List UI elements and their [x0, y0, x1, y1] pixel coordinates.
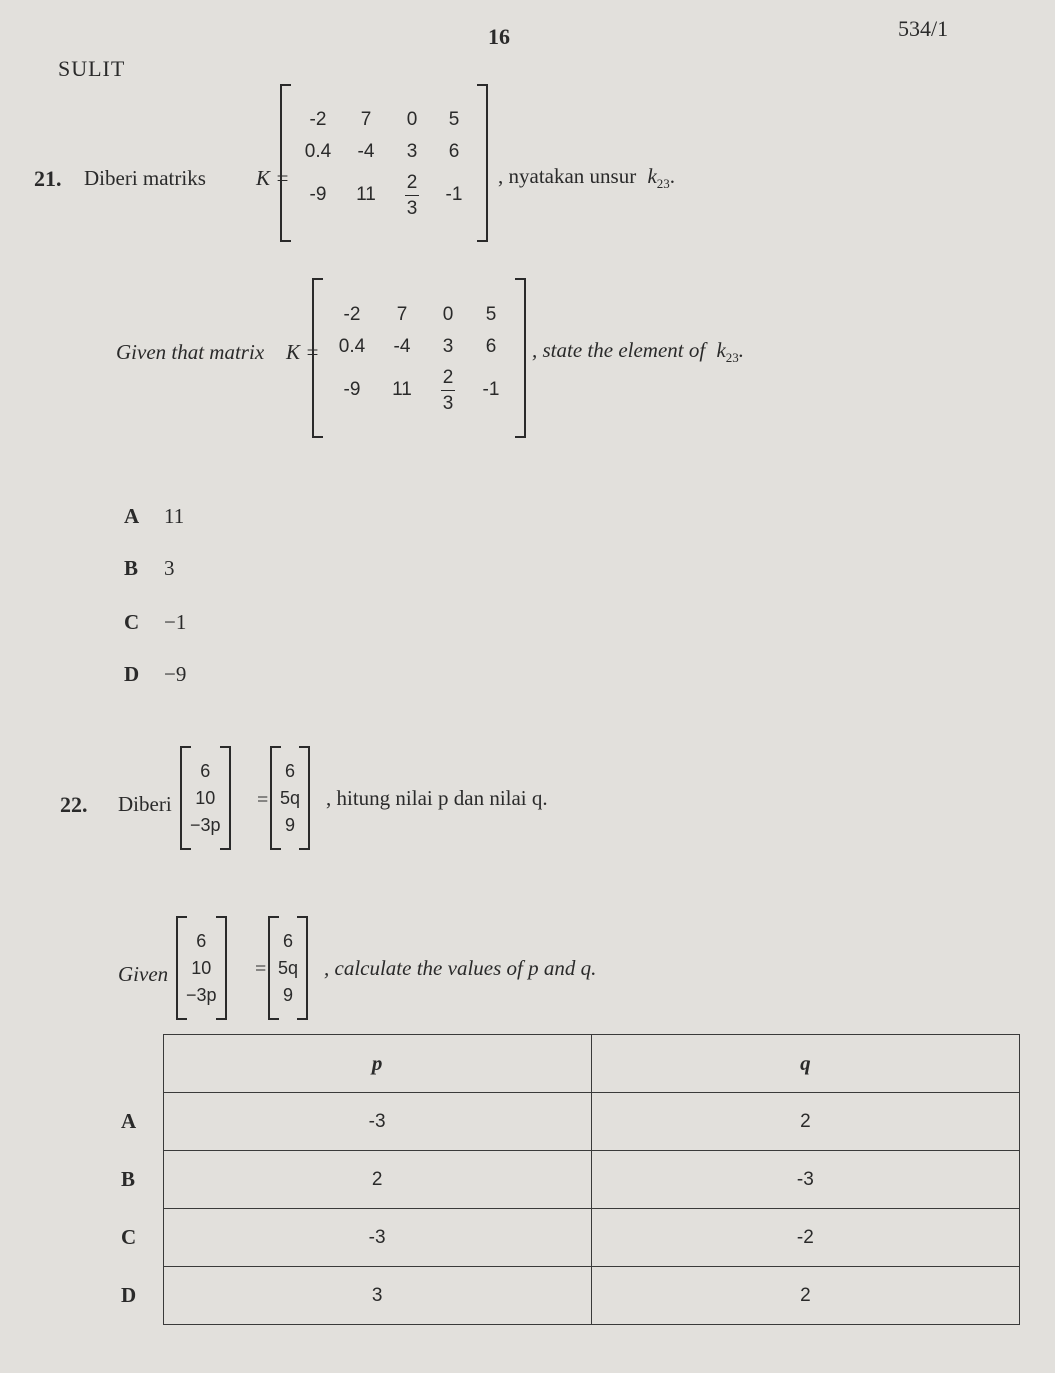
vector-entry: 6 — [200, 760, 211, 781]
paper-code: 534/1 — [898, 16, 949, 41]
matrix-cell: 11 — [356, 184, 376, 205]
option-d[interactable]: D −9 — [124, 662, 187, 686]
q22-en-left-vector — [176, 916, 227, 1020]
vector-entry: 5q — [278, 957, 299, 978]
table-row[interactable] — [120, 1267, 1020, 1325]
question-number-22: 22. — [60, 792, 88, 817]
matrix-cell: -4 — [393, 335, 411, 357]
q21-en-matrix — [312, 278, 526, 438]
cell-p: -3 — [163, 1209, 591, 1267]
matrix-cell: 6 — [448, 140, 460, 162]
cell-p: -3 — [163, 1093, 591, 1151]
q22-ms-right-vector — [270, 746, 310, 850]
cell-q: -2 — [591, 1209, 1019, 1267]
q22-ms-equals: = — [257, 789, 269, 811]
matrix-cell: -9 — [343, 379, 361, 400]
vector-entry: −3p — [190, 814, 221, 835]
matrix-cell: 0 — [406, 108, 418, 130]
matrix-cell: 3 — [406, 140, 418, 162]
matrix-cell: 7 — [360, 108, 372, 130]
cell-p: 3 — [163, 1267, 591, 1325]
cell-q: -3 — [591, 1151, 1019, 1209]
q21-ms-var: K = — [256, 166, 290, 190]
matrix-cell: 5 — [448, 108, 460, 130]
q21-en-prefix: Given that matrix — [116, 340, 265, 364]
q22-en-suffix: , calculate the values of p and q. — [324, 956, 597, 980]
table-header-p: p — [163, 1035, 591, 1093]
row-letter: B — [121, 1167, 136, 1191]
vector-entry: 6 — [283, 930, 294, 951]
matrix-cell: 0.4 — [304, 140, 332, 162]
vector-entry: 10 — [195, 787, 216, 808]
vector-entry: 6 — [285, 760, 296, 781]
q22-en-right-vector — [268, 916, 308, 1020]
table-row[interactable] — [120, 1209, 1020, 1267]
vector-entry: 6 — [196, 930, 207, 951]
matrix-cell: -4 — [357, 140, 375, 162]
row-letter: D — [121, 1283, 137, 1307]
matrix-cell: -1 — [482, 379, 500, 400]
q22-ms-left-vector — [180, 746, 231, 850]
matrix-cell: $\frac{2}{3}$ — [442, 366, 454, 414]
q21-ms-suffix: , nyatakan unsur $k_{23}$. — [498, 164, 676, 192]
row-letter: C — [121, 1225, 137, 1249]
q21-ms-prefix: Diberi matriks — [84, 166, 206, 190]
option-c[interactable]: C −1 — [124, 610, 187, 634]
vector-entry: 5q — [280, 787, 301, 808]
matrix-cell: 0.4 — [338, 335, 366, 357]
cell-p: 2 — [163, 1151, 591, 1209]
q22-ms-prefix: Diberi — [118, 792, 172, 816]
question-number-21: 21. — [34, 166, 62, 191]
vector-entry: 10 — [191, 957, 212, 978]
matrix-cell: 6 — [485, 335, 497, 357]
q21-en-var: K = — [286, 340, 320, 364]
matrix-cell: 5 — [485, 303, 497, 325]
matrix-cell: 11 — [392, 379, 412, 400]
q22-en-equals: = — [255, 958, 267, 980]
matrix-cell: 0 — [442, 303, 454, 325]
table-row[interactable] — [120, 1093, 1020, 1151]
q21-en-suffix: , state the element of $k_{23}$. — [532, 338, 745, 366]
matrix-cell: -1 — [445, 184, 463, 205]
table-header-q: q — [591, 1035, 1019, 1093]
option-a[interactable]: A 11 — [124, 504, 185, 528]
option-b[interactable]: B 3 — [124, 556, 175, 580]
q22-en-prefix: Given — [118, 962, 169, 986]
vector-entry: 9 — [285, 814, 296, 835]
q22-ms-suffix: , hitung nilai p dan nilai q. — [326, 786, 548, 810]
matrix-cell: 3 — [442, 335, 454, 357]
q21-ms-matrix — [280, 84, 488, 242]
matrix-cell: -9 — [309, 184, 327, 205]
matrix-cell: -2 — [309, 108, 327, 130]
vector-entry: −3p — [186, 984, 217, 1005]
answer-table — [120, 1034, 1020, 1325]
vector-entry: 9 — [283, 984, 294, 1005]
matrix-cell: 7 — [396, 303, 408, 325]
matrix-cell: -2 — [343, 303, 361, 325]
table-row[interactable] — [120, 1151, 1020, 1209]
matrix-cell: $\frac{2}{3}$ — [406, 171, 418, 219]
page-number: 16 — [488, 24, 510, 49]
cell-q: 2 — [591, 1267, 1019, 1325]
sulit-label: SULIT — [58, 56, 126, 81]
cell-q: 2 — [591, 1093, 1019, 1151]
row-letter: A — [121, 1109, 137, 1133]
